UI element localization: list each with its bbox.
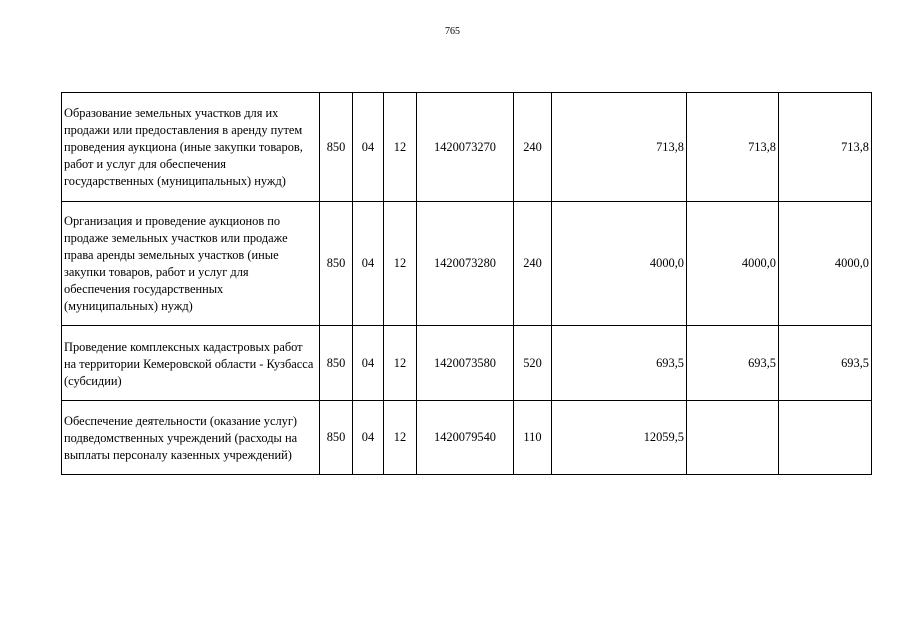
subsection-code: 12	[384, 202, 417, 326]
subsection-code: 12	[384, 401, 417, 475]
target-article-code: 1420079540	[417, 401, 514, 475]
row-description: Организация и проведение аукционов по продаже земельных участков или продаже права аренды земельных участков (иные закупки товаров, работ и услуг для обеспечения государственных (муниципальных) нужд)	[62, 202, 320, 326]
amount-year-1: 693,5	[552, 326, 687, 401]
target-article-code: 1420073280	[417, 202, 514, 326]
expense-type-code: 110	[514, 401, 552, 475]
amount-year-3: 693,5	[779, 326, 872, 401]
table-row	[62, 326, 872, 401]
amount-year-2: 693,5	[687, 326, 779, 401]
table-row	[62, 202, 872, 326]
section-code: 04	[353, 202, 384, 326]
amount-year-2: 4000,0	[687, 202, 779, 326]
section-code: 04	[353, 326, 384, 401]
amount-year-1: 4000,0	[552, 202, 687, 326]
row-description: Проведение комплексных кадастровых работ на территории Кемеровской области - Кузбасса (субсидии)	[62, 326, 320, 401]
target-article-code: 1420073580	[417, 326, 514, 401]
amount-year-3: 713,8	[779, 93, 872, 202]
subsection-code: 12	[384, 93, 417, 202]
table-row	[62, 401, 872, 475]
amount-year-3	[779, 401, 872, 475]
table-row	[62, 93, 872, 202]
section-code: 04	[353, 93, 384, 202]
ministry-code: 850	[320, 401, 353, 475]
expense-type-code: 240	[514, 202, 552, 326]
page-number: 765	[445, 26, 460, 37]
amount-year-3: 4000,0	[779, 202, 872, 326]
subsection-code: 12	[384, 326, 417, 401]
amount-year-2	[687, 401, 779, 475]
expense-type-code: 520	[514, 326, 552, 401]
amount-year-1: 713,8	[552, 93, 687, 202]
expense-type-code: 240	[514, 93, 552, 202]
ministry-code: 850	[320, 202, 353, 326]
section-code: 04	[353, 401, 384, 475]
row-description: Обеспечение деятельности (оказание услуг) подведомственных учреждений (расходы на выплаты персоналу казенных учреждений)	[62, 401, 320, 475]
row-description: Образование земельных участков для их продажи или предоставления в аренду путем проведения аукциона (иные закупки товаров, работ и услуг для обеспечения государственных (муниципальных) нужд)	[62, 93, 320, 202]
target-article-code: 1420073270	[417, 93, 514, 202]
amount-year-2: 713,8	[687, 93, 779, 202]
amount-year-1: 12059,5	[552, 401, 687, 475]
ministry-code: 850	[320, 326, 353, 401]
ministry-code: 850	[320, 93, 353, 202]
budget-table	[61, 92, 872, 475]
